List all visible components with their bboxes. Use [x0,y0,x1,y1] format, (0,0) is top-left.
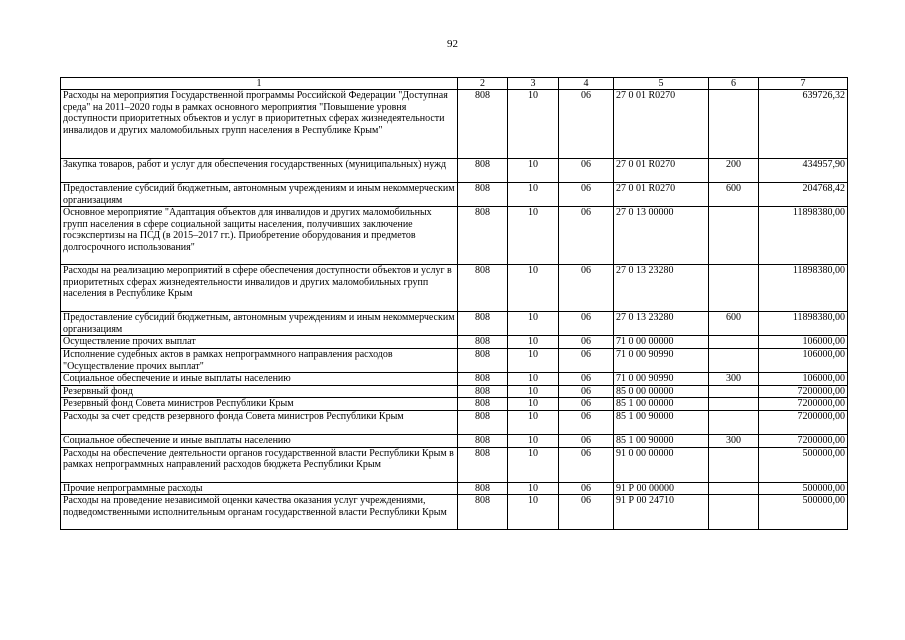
row-target-article: 91 0 00 00000 [614,447,709,482]
row-section-code: 10 [508,348,559,372]
row-expense-type: 600 [709,183,759,207]
row-name: Расходы на проведение независимой оценки качества оказания услуг учреждениями, подведомственными исполнительным органам государственной власти Республики Крым [61,495,458,530]
row-amount: 500000,00 [759,495,848,530]
row-subsection-code: 06 [559,398,614,411]
row-amount: 434957,90 [759,159,848,183]
row-subsection-code: 06 [559,207,614,265]
table-row [61,183,848,207]
row-amount: 106000,00 [759,336,848,349]
row-section-code: 10 [508,336,559,349]
row-section-code: 10 [508,385,559,398]
row-ministry-code: 808 [458,90,508,159]
row-amount: 639726,32 [759,90,848,159]
row-section-code: 10 [508,482,559,495]
row-amount: 7200000,00 [759,398,848,411]
table-row [61,373,848,386]
table-row [61,410,848,434]
row-subsection-code: 06 [559,447,614,482]
row-target-article: 27 0 01 R0270 [614,159,709,183]
row-section-code: 10 [508,434,559,447]
row-ministry-code: 808 [458,495,508,530]
row-ministry-code: 808 [458,183,508,207]
row-subsection-code: 06 [559,312,614,336]
table-row [61,495,848,530]
row-target-article: 27 0 01 R0270 [614,183,709,207]
row-name: Основное мероприятие "Адаптация объектов для инвалидов и других маломобильных групп населения в сфере социальной защиты населения, получивших заключение госэкспертизы на ПСД (в 2015–2017 гг.). Приобретение оборудования и предметов долгосрочного использования" [61,207,458,265]
row-target-article: 85 1 00 90000 [614,410,709,434]
row-subsection-code: 06 [559,265,614,312]
column-header: 7 [759,78,848,90]
table-body [61,90,848,530]
row-target-article: 85 0 00 00000 [614,385,709,398]
row-expense-type: 300 [709,434,759,447]
row-section-code: 10 [508,398,559,411]
row-section-code: 10 [508,373,559,386]
row-amount: 500000,00 [759,482,848,495]
row-subsection-code: 06 [559,183,614,207]
row-ministry-code: 808 [458,348,508,372]
table-row [61,348,848,372]
row-amount: 7200000,00 [759,385,848,398]
row-ministry-code: 808 [458,265,508,312]
row-name: Исполнение судебных актов в рамках непрограммного направления расходов "Осуществление прочих выплат" [61,348,458,372]
row-expense-type [709,90,759,159]
row-target-article: 27 0 01 R0270 [614,90,709,159]
page-number: 92 [447,38,458,50]
row-section-code: 10 [508,90,559,159]
row-expense-type [709,207,759,265]
row-expense-type [709,447,759,482]
row-ministry-code: 808 [458,159,508,183]
row-target-article: 27 0 13 23280 [614,265,709,312]
row-section-code: 10 [508,207,559,265]
table-row [61,434,848,447]
row-ministry-code: 808 [458,312,508,336]
row-section-code: 10 [508,183,559,207]
row-expense-type [709,410,759,434]
table-row [61,398,848,411]
row-target-article: 27 0 13 00000 [614,207,709,265]
row-subsection-code: 06 [559,495,614,530]
row-subsection-code: 06 [559,373,614,386]
row-name: Расходы на мероприятия Государственной программы Российской Федерации "Доступная среда" на 2011–2020 годы в рамках основного мероприятия "Повышение уровня доступности приоритетных объектов и услуг в приоритетных сферах жизнедеятельности инвалидов и других маломобильных групп населения в Республике Крым" [61,90,458,159]
table-row [61,90,848,159]
row-ministry-code: 808 [458,373,508,386]
row-target-article: 91 Р 00 00000 [614,482,709,495]
row-subsection-code: 06 [559,434,614,447]
row-ministry-code: 808 [458,385,508,398]
row-target-article: 71 0 00 90990 [614,373,709,386]
row-amount: 106000,00 [759,373,848,386]
row-section-code: 10 [508,495,559,530]
row-subsection-code: 06 [559,90,614,159]
row-name: Осуществление прочих выплат [61,336,458,349]
row-section-code: 10 [508,265,559,312]
table-row [61,312,848,336]
header-row [61,78,848,90]
table-row [61,159,848,183]
row-ministry-code: 808 [458,447,508,482]
row-amount: 11898380,00 [759,207,848,265]
row-expense-type [709,495,759,530]
row-ministry-code: 808 [458,410,508,434]
row-amount: 204768,42 [759,183,848,207]
row-ministry-code: 808 [458,336,508,349]
table-row [61,447,848,482]
row-name: Расходы на обеспечение деятельности органов государственной власти Республики Крым в рамках непрограммных направлений расходов бюджета Республики Крым [61,447,458,482]
row-amount: 500000,00 [759,447,848,482]
row-expense-type: 600 [709,312,759,336]
table-row [61,385,848,398]
column-header: 1 [61,78,458,90]
row-name: Социальное обеспечение и иные выплаты населению [61,434,458,447]
row-amount: 11898380,00 [759,312,848,336]
row-name: Резервный фонд [61,385,458,398]
row-name: Предоставление субсидий бюджетным, автономным учреждениям и иным некоммерческим организациям [61,183,458,207]
row-target-article: 91 Р 00 24710 [614,495,709,530]
row-target-article: 27 0 13 23280 [614,312,709,336]
row-subsection-code: 06 [559,159,614,183]
row-expense-type [709,336,759,349]
row-target-article: 71 0 00 90990 [614,348,709,372]
row-name: Расходы за счет средств резервного фонда Совета министров Республики Крым [61,410,458,434]
row-section-code: 10 [508,159,559,183]
row-expense-type [709,348,759,372]
row-name: Резервный фонд Совета министров Республики Крым [61,398,458,411]
row-name: Предоставление субсидий бюджетным, автономным учреждениям и иным некоммерческим организациям [61,312,458,336]
row-section-code: 10 [508,447,559,482]
row-name: Расходы на реализацию мероприятий в сфере обеспечения доступности объектов и услуг в приоритетных сферах жизнедеятельности инвалидов и других маломобильных групп населения в Республике Крым [61,265,458,312]
row-ministry-code: 808 [458,434,508,447]
table-row [61,265,848,312]
row-name: Прочие непрограммные расходы [61,482,458,495]
row-name: Закупка товаров, работ и услуг для обеспечения государственных (муниципальных) нужд [61,159,458,183]
row-expense-type [709,265,759,312]
row-expense-type: 300 [709,373,759,386]
row-ministry-code: 808 [458,482,508,495]
row-expense-type: 200 [709,159,759,183]
budget-table [60,77,848,530]
row-subsection-code: 06 [559,385,614,398]
row-subsection-code: 06 [559,348,614,372]
row-expense-type [709,398,759,411]
row-amount: 106000,00 [759,348,848,372]
row-amount: 7200000,00 [759,410,848,434]
row-target-article: 85 1 00 00000 [614,398,709,411]
column-header: 4 [559,78,614,90]
row-subsection-code: 06 [559,336,614,349]
row-expense-type [709,482,759,495]
column-header: 6 [709,78,759,90]
row-name: Социальное обеспечение и иные выплаты населению [61,373,458,386]
row-target-article: 71 0 00 00000 [614,336,709,349]
row-amount: 11898380,00 [759,265,848,312]
column-header: 2 [458,78,508,90]
row-subsection-code: 06 [559,482,614,495]
column-header: 3 [508,78,559,90]
table-row [61,482,848,495]
row-target-article: 85 1 00 90000 [614,434,709,447]
table-row [61,207,848,265]
row-section-code: 10 [508,410,559,434]
row-expense-type [709,385,759,398]
column-header: 5 [614,78,709,90]
row-section-code: 10 [508,312,559,336]
table-row [61,336,848,349]
row-ministry-code: 808 [458,207,508,265]
row-subsection-code: 06 [559,410,614,434]
row-amount: 7200000,00 [759,434,848,447]
row-ministry-code: 808 [458,398,508,411]
